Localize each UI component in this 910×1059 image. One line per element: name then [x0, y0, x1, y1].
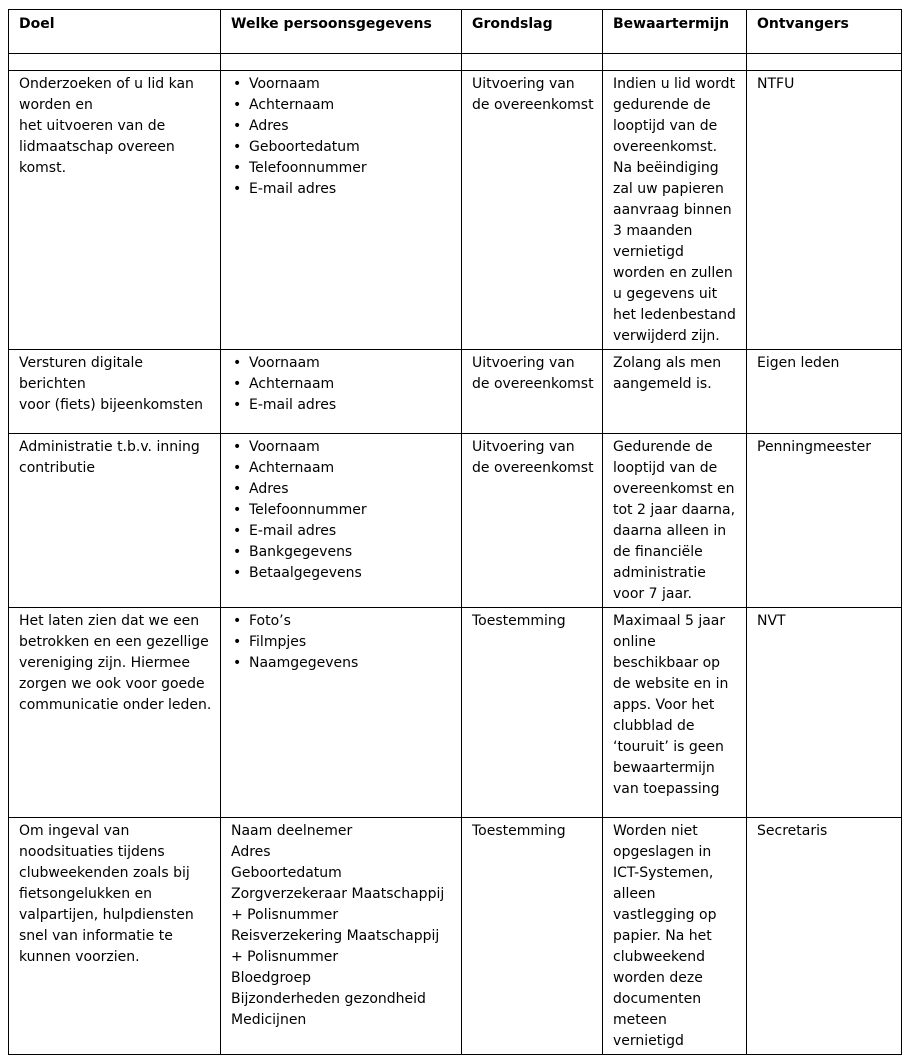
gegevens-item: • Geboortedatum — [249, 137, 453, 158]
gegevens-item: • Achternaam — [249, 374, 453, 395]
gegevens-item: • E-mail adres — [249, 179, 453, 200]
gegevens-item: • Voornaam — [249, 353, 453, 374]
empty-cell — [221, 54, 462, 71]
header-grondslag: Grondslag — [462, 10, 603, 54]
gegevens-item: • Voornaam — [249, 437, 453, 458]
doel-cell: Om ingeval van noodsituaties tijdens clubweekenden zoals bij fietsongelukken en valpartijen, hulpdiensten snel van informatie te kunnen voorzien. — [9, 818, 221, 1055]
gegevens-item: Bloedgroep — [231, 970, 311, 986]
empty-cell — [462, 54, 603, 71]
table-row — [9, 608, 902, 818]
gegevens-list — [231, 437, 453, 584]
grondslag-cell: Toestemming — [462, 818, 603, 1055]
gegevens-item: Bijzonderheden gezondheid — [231, 991, 426, 1007]
gegevens-list — [231, 353, 453, 416]
bewaartermijn-cell: Gedurende de looptijd van de overeenkomst en tot 2 jaar daarna, daarna alleen in de financiële administratie voor 7 jaar. — [603, 434, 747, 608]
table-row — [9, 434, 902, 608]
grondslag-cell: Uitvoering van de overeenkomst — [462, 350, 603, 434]
gegevens-item: • Foto’s — [249, 611, 453, 632]
bewaartermijn-cell: Zolang als men aangemeld is. — [603, 350, 747, 434]
doel-cell: Administratie t.b.v. inning contributie — [9, 434, 221, 608]
gegevens-item: • E-mail adres — [249, 395, 453, 416]
gegevens-cell — [221, 608, 462, 818]
bewaartermijn-cell: Maximaal 5 jaar online beschikbaar op de website en in apps. Voor het clubblad de ‘touruit’ is geen bewaartermijn van toepassing — [603, 608, 747, 818]
gegevens-item: • Voornaam — [249, 74, 453, 95]
gegevens-cell — [221, 350, 462, 434]
gegevens-cell — [221, 434, 462, 608]
gegevens-item: • Achternaam — [249, 458, 453, 479]
privacy-table — [8, 9, 902, 1055]
gegevens-list — [231, 611, 453, 674]
table-row — [9, 71, 902, 350]
gegevens-item: + Polisnummer — [231, 907, 339, 923]
doel-cell: Onderzoeken of u lid kan worden en het uitvoeren van de lidmaatschap overeen komst. — [9, 71, 221, 350]
gegevens-item: • Telefoonnummer — [249, 500, 453, 521]
gegevens-item: Medicijnen — [231, 1012, 307, 1028]
header-doel: Doel — [9, 10, 221, 54]
gegevens-item: Naam deelnemer — [231, 823, 353, 839]
grondslag-cell: Toestemming — [462, 608, 603, 818]
grondslag-cell: Uitvoering van de overeenkomst — [462, 434, 603, 608]
header-persoonsgegevens: Welke persoonsgegevens — [221, 10, 462, 54]
header-bewaartermijn: Bewaartermijn — [603, 10, 747, 54]
bewaartermijn-cell: Worden niet opgeslagen in ICT-Systemen, alleen vastlegging op papier. Na het clubweekend worden deze documenten meteen vernietigd — [603, 818, 747, 1055]
gegevens-item: • Betaalgegevens — [249, 563, 453, 584]
gegevens-list — [231, 74, 453, 200]
ontvangers-cell: Penningmeester — [747, 434, 902, 608]
gegevens-item: • Naamgegevens — [249, 653, 453, 674]
gegevens-item: Zorgverzekeraar Maatschappij — [231, 886, 445, 902]
doel-cell: Versturen digitale berichten voor (fiets) bijeenkomsten — [9, 350, 221, 434]
header-ontvangers: Ontvangers — [747, 10, 902, 54]
gegevens-item: Reisverzekering Maatschappij — [231, 928, 440, 944]
table-row — [9, 818, 902, 1055]
empty-row — [9, 54, 902, 71]
gegevens-cell — [221, 71, 462, 350]
empty-cell — [603, 54, 747, 71]
gegevens-item: + Polisnummer — [231, 949, 339, 965]
gegevens-item: • Adres — [249, 116, 453, 137]
gegevens-item: • E-mail adres — [249, 521, 453, 542]
gegevens-item: • Bankgegevens — [249, 542, 453, 563]
gegevens-item: Adres — [231, 844, 271, 860]
ontvangers-cell: NVT — [747, 608, 902, 818]
empty-cell — [747, 54, 902, 71]
doel-cell: Het laten zien dat we een betrokken en een gezellige vereniging zijn. Hiermee zorgen we ook voor goede communicatie onder leden. — [9, 608, 221, 818]
header-row — [9, 10, 902, 54]
gegevens-cell — [221, 818, 462, 1055]
empty-cell — [9, 54, 221, 71]
ontvangers-cell: Secretaris — [747, 818, 902, 1055]
table-row — [9, 350, 902, 434]
ontvangers-cell: NTFU — [747, 71, 902, 350]
gegevens-item: • Telefoonnummer — [249, 158, 453, 179]
gegevens-item: • Filmpjes — [249, 632, 453, 653]
ontvangers-cell: Eigen leden — [747, 350, 902, 434]
gegevens-plain-list — [231, 821, 453, 1031]
grondslag-cell: Uitvoering van de overeenkomst — [462, 71, 603, 350]
gegevens-item: • Adres — [249, 479, 453, 500]
gegevens-item: Geboortedatum — [231, 865, 342, 881]
bewaartermijn-cell: Indien u lid wordt gedurende de looptijd van de overeenkomst. Na beëindiging zal uw papieren aanvraag binnen 3 maanden vernietigd worden en zullen u gegevens uit het ledenbestand verwijderd zijn. — [603, 71, 747, 350]
gegevens-item: • Achternaam — [249, 95, 453, 116]
